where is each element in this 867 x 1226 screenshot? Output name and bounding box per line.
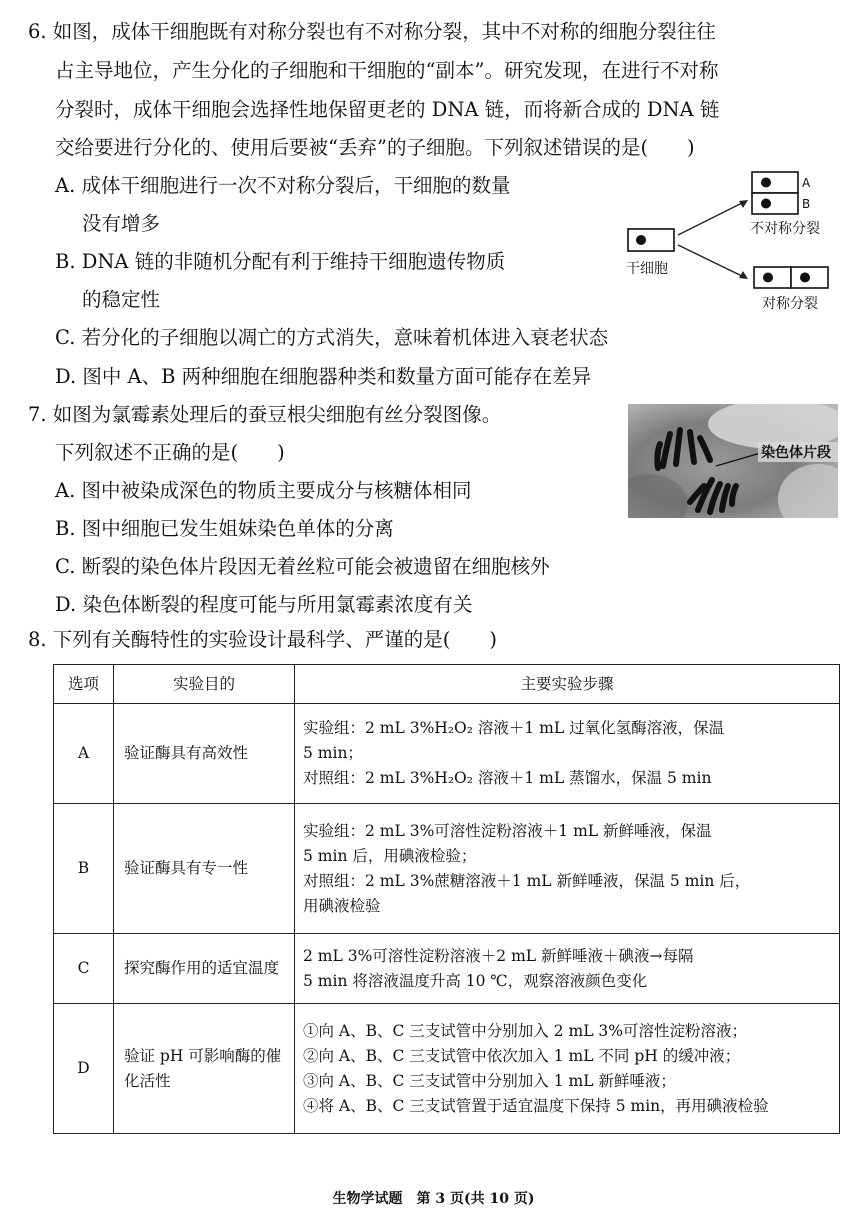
step-line: 5 min； (303, 744, 363, 762)
q6-stem-line-2: 占主导地位，产生分化的子细胞和干细胞的“副本”。研究发现，在进行不对称 (55, 59, 719, 82)
header-option: 选项 (54, 665, 114, 704)
q7-option-b: B. 图中细胞已发生姐妹染色单体的分离 (55, 517, 394, 540)
q6-stem-line-1: 6. 如图，成体干细胞既有对称分裂也有不对称分裂，其中不对称的细胞分裂往往 (28, 20, 716, 43)
row-steps (295, 934, 840, 1004)
q7-option-d: D. 染色体断裂的程度可能与所用氯霉素浓度有关 (55, 593, 473, 616)
cell-a-nucleus (761, 178, 771, 188)
q6-option-a-line-1: A. 成体干细胞进行一次不对称分裂后，干细胞的数量 (55, 174, 511, 197)
step-line: ②向 A、B、C 三支试管中依次加入 1 mL 不同 pH 的缓冲液； (303, 1046, 741, 1065)
row-option: B (54, 804, 114, 934)
cell-b-box (752, 193, 798, 214)
header-steps: 主要实验步骤 (295, 665, 840, 704)
stem-cell-nucleus (636, 235, 646, 245)
row-steps (295, 804, 840, 934)
table-row (54, 704, 840, 804)
row-option: A (54, 704, 114, 804)
stem-cell-box (628, 229, 674, 251)
q7-option-c: C. 断裂的染色体片段因无着丝粒可能会被遗留在细胞核外 (55, 555, 550, 578)
cell-a-box (752, 172, 798, 193)
q7-option-a: A. 图中被染成深色的物质主要成分与核糖体相同 (55, 479, 472, 502)
row-purpose: 验证 pH 可影响酶的催化活性 (114, 1004, 295, 1134)
row-option: C (54, 934, 114, 1004)
micrograph-image (628, 404, 838, 518)
q6-option-a-line-2: 没有增多 (82, 212, 161, 235)
sym-cell-2-nucleus (800, 273, 810, 283)
step-line: 实验组：2 mL 3%H₂O₂ 溶液＋1 mL 过氧化氢酶溶液，保温 (303, 719, 725, 737)
cell-b-label: B (802, 197, 811, 211)
step-line: 对照组：2 mL 3%H₂O₂ 溶液＋1 mL 蒸馏水，保温 5 min (303, 769, 712, 787)
table-row (54, 934, 840, 1004)
step-line: 用碘液检验 (303, 896, 381, 915)
step-line: ③向 A、B、C 三支试管中分别加入 1 mL 新鲜唾液； (303, 1071, 676, 1090)
step-line: 实验组：2 mL 3%可溶性淀粉溶液＋1 mL 新鲜唾液，保温 (303, 821, 712, 840)
row-purpose: 探究酶作用的适宜温度 (114, 934, 295, 1004)
q6-stem-line-3: 分裂时，成体干细胞会选择性地保留更老的 DNA 链，而将新合成的 DNA 链 (55, 98, 720, 121)
step-line: ①向 A、B、C 三支试管中分别加入 2 mL 3%可溶性淀粉溶液； (303, 1021, 748, 1040)
cell-division-diagram (620, 165, 845, 315)
row-steps (295, 1004, 840, 1134)
sym-cell-1-nucleus (763, 273, 773, 283)
q7-stem-line-1: 7. 如图为氯霉素处理后的蚕豆根尖细胞有丝分裂图像。 (28, 403, 502, 426)
sym-division-label: 对称分裂 (762, 296, 818, 312)
row-purpose: 验证酶具有专一性 (114, 804, 295, 934)
asym-arrow-line (678, 201, 746, 235)
experiment-table (53, 664, 840, 1134)
step-line: 对照组：2 mL 3%蔗糖溶液＋1 mL 新鲜唾液，保温 5 min 后， (303, 871, 751, 890)
q6-option-d: D. 图中 A、B 两种细胞在细胞器种类和数量方面可能存在差异 (55, 365, 592, 388)
q6-stem-line-4: 交给要进行分化的、使用后要被“丢弃”的子细胞。下列叙述错误的是( ) (55, 136, 695, 159)
cell-b-nucleus (761, 199, 771, 209)
asym-division-label: 不对称分裂 (750, 221, 820, 237)
step-line: 2 mL 3%可溶性淀粉溶液＋2 mL 新鲜唾液＋碘液→每隔 (303, 946, 694, 965)
q6-option-b-line-1: B. DNA 链的非随机分配有利于维持干细胞遗传物质 (55, 250, 506, 273)
step-line: 5 min 将溶液温度升高 10 ℃，观察溶液颜色变化 (303, 971, 648, 990)
table-header-row (54, 665, 840, 704)
q7-stem-line-2: 下列叙述不正确的是( ) (55, 441, 285, 464)
row-option: D (54, 1004, 114, 1134)
page-footer: 生物学试题 第 3 页(共 10 页) (332, 1191, 535, 1207)
sym-arrow-line (678, 245, 746, 278)
cell-a-label: A (802, 176, 811, 190)
table-row (54, 1004, 840, 1134)
q6-option-b-line-2: 的稳定性 (82, 288, 161, 311)
q6-option-c: C. 若分化的子细胞以凋亡的方式消失，意味着机体进入衰老状态 (55, 326, 609, 349)
stem-cell-label: 干细胞 (626, 261, 668, 277)
step-line: 5 min 后，用碘液检验； (303, 846, 477, 865)
row-steps (295, 704, 840, 804)
step-line: ④将 A、B、C 三支试管置于适宜温度下保持 5 min，再用碘液检验 (303, 1096, 769, 1115)
q8-stem: 8. 下列有关酶特性的实验设计最科学、严谨的是( ) (28, 628, 498, 651)
row-purpose: 验证酶具有高效性 (114, 704, 295, 804)
chromosome-fragment-label: 染色体片段 (761, 445, 831, 461)
header-purpose: 实验目的 (114, 665, 295, 704)
table-row (54, 804, 840, 934)
